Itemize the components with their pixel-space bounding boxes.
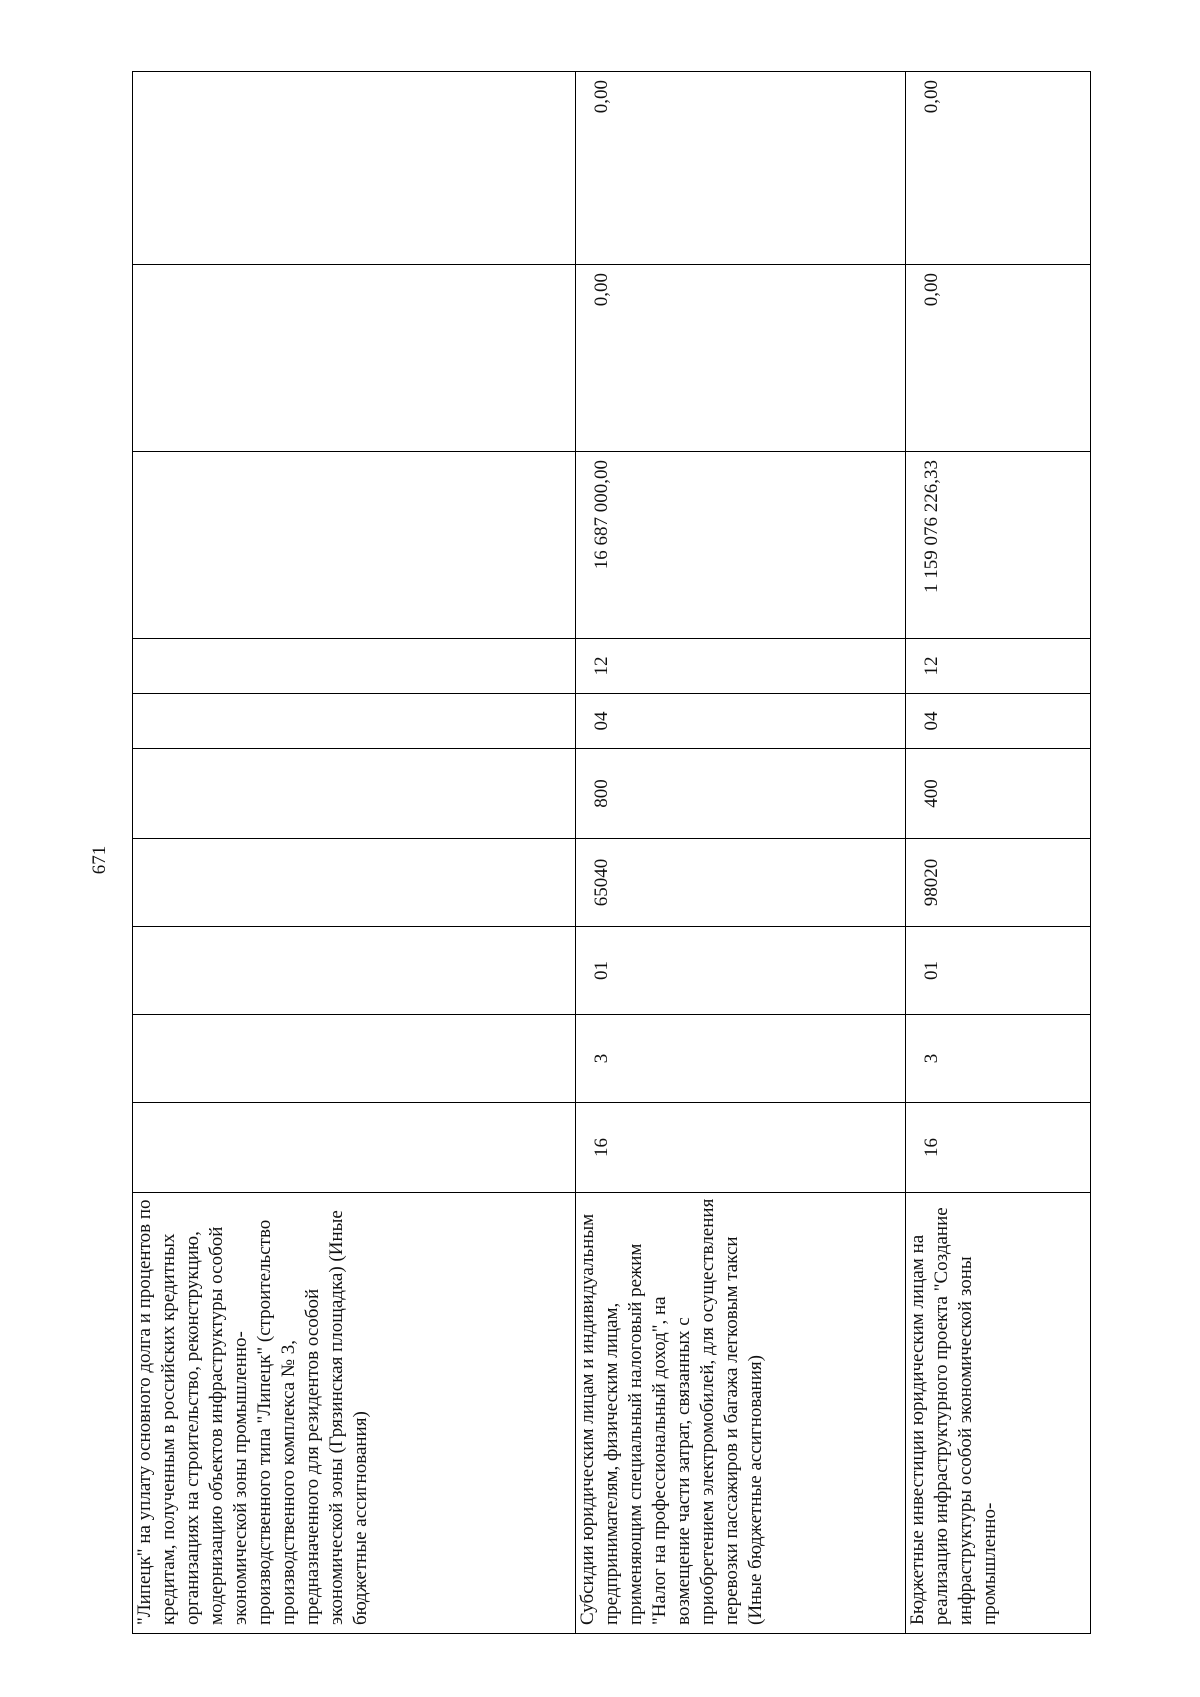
cell-amount-1: 1 159 076 226,33 <box>906 452 1091 639</box>
cell-col1: 16 <box>906 1103 1091 1193</box>
table-row <box>576 72 906 1634</box>
cell-col1: 16 <box>576 1103 906 1193</box>
cell-amount-2: 0,00 <box>576 265 906 452</box>
cell-amount-3: 0,00 <box>906 72 1091 265</box>
cell-col2: 3 <box>576 1015 906 1103</box>
cell-amount-3 <box>133 72 576 265</box>
cell-col7: 12 <box>576 639 906 694</box>
cell-amount-2 <box>133 265 576 452</box>
cell-col1 <box>133 1103 576 1193</box>
cell-col3: 01 <box>576 927 906 1015</box>
row-description: "Липецк" на уплату основного долга и процентов по кредитам, полученным в российских кредитных организациях на строительство, реконструкцию, модернизацию объектов инфраструктуры особой экономической зоны промышленно-производственного типа "Липецк" (строительство производственного комплекса № 3, предназначенного для резидентов особой экономической зоны (Грязинская площадка) (Иные бюджетные ассигнования) <box>133 1193 576 1634</box>
cell-amount-3: 0,00 <box>576 72 906 265</box>
cell-amount-2: 0,00 <box>906 265 1091 452</box>
cell-col6: 04 <box>906 694 1091 749</box>
row-description: Бюджетные инвестиции юридическим лицам на реализацию инфраструктурного проекта "Создание инфраструктуры особой экономической зоны промышленно- <box>906 1193 1091 1634</box>
cell-col2 <box>133 1015 576 1103</box>
cell-col3: 01 <box>906 927 1091 1015</box>
cell-col7: 12 <box>906 639 1091 694</box>
cell-col4: 65040 <box>576 839 906 927</box>
budget-table-rotated <box>132 72 1090 1634</box>
cell-col4 <box>133 839 576 927</box>
cell-col5 <box>133 749 576 839</box>
budget-table <box>132 71 1091 1634</box>
cell-amount-1: 16 687 000,00 <box>576 452 906 639</box>
cell-amount-1 <box>133 452 576 639</box>
row-description: Субсидии юридическим лицам и индивидуальным предпринимателям, физическим лицам, применяющим специальный налоговый режим "Налог на профессиональный доход", на возмещение части затрат, связанных с приобретением электромобилей, для осуществления перевозки пассажиров и багажа легковым такси (Иные бюджетные ассигнования) <box>576 1193 906 1634</box>
cell-col3 <box>133 927 576 1015</box>
page-number: 671 <box>89 845 110 875</box>
table-row <box>133 72 576 1634</box>
cell-col5: 400 <box>906 749 1091 839</box>
cell-col4: 98020 <box>906 839 1091 927</box>
cell-col7 <box>133 639 576 694</box>
cell-col5: 800 <box>576 749 906 839</box>
cell-col6: 04 <box>576 694 906 749</box>
cell-col2: 3 <box>906 1015 1091 1103</box>
cell-col6 <box>133 694 576 749</box>
table-row <box>906 72 1091 1634</box>
